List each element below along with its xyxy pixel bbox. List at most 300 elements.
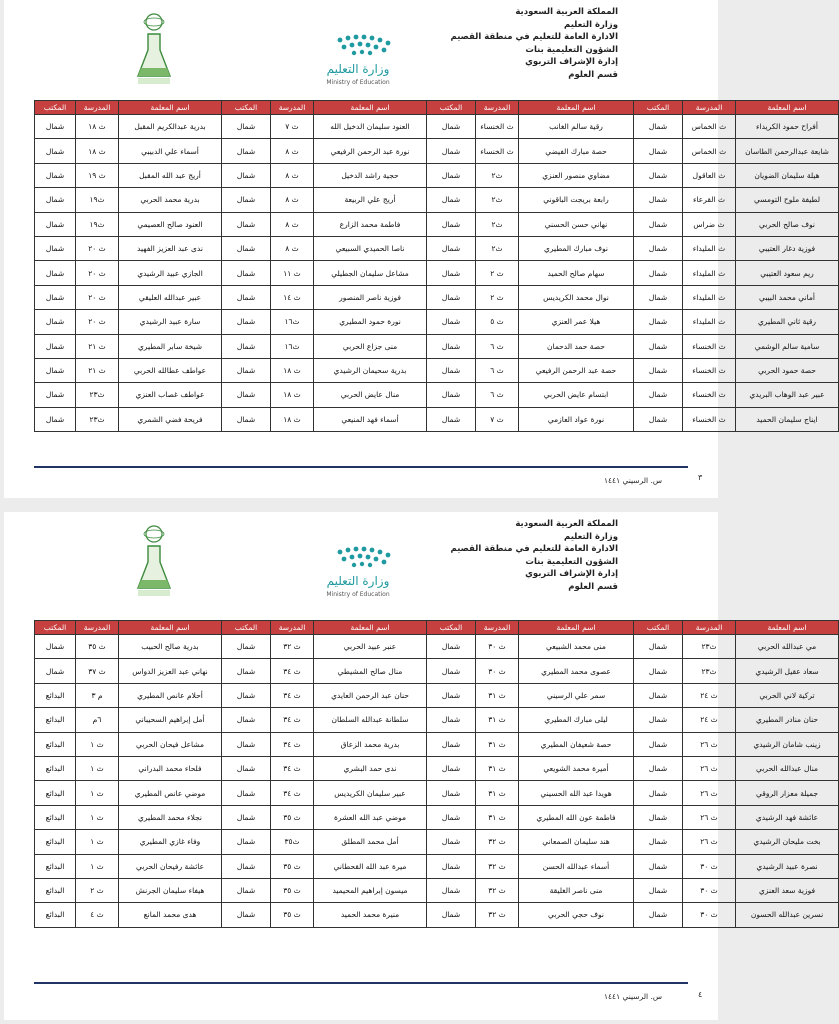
teacher-name-cell: فاطمة عون الله المطيري xyxy=(519,805,634,829)
office-cell: شمال xyxy=(427,163,476,187)
school-cell: ث ٥ xyxy=(476,310,519,334)
teacher-name-cell: العنود صالح العصيمي xyxy=(119,212,222,236)
table-row xyxy=(35,383,839,407)
column-header: المكتب xyxy=(427,621,476,635)
school-cell: ث ٢٠ xyxy=(76,261,119,285)
school-cell: ث ٢٦ xyxy=(683,756,736,780)
school-cell: ث ١ xyxy=(76,854,119,878)
office-cell: شمال xyxy=(427,635,476,659)
teacher-name-cell: سامية سالم الوشمي xyxy=(736,334,839,358)
office-cell: شمال xyxy=(427,732,476,756)
teacher-name-cell: منيرة محمد الحميد xyxy=(314,903,427,927)
column-header: اسم المعلمة xyxy=(119,621,222,635)
school-cell: ث ٣٢ xyxy=(271,635,314,659)
school-cell: ث ٦ xyxy=(476,334,519,358)
column-header: اسم المعلمة xyxy=(119,101,222,115)
school-cell: ث٢ xyxy=(476,212,519,236)
teacher-name-cell: عبير سليمان الكريديس xyxy=(314,781,427,805)
school-cell: ث الخنساء xyxy=(476,115,519,139)
teacher-name-cell: تركية لاني الحربي xyxy=(736,683,839,707)
school-cell: ث المليداء xyxy=(683,261,736,285)
teacher-name-cell: نوف مبارك المطيري xyxy=(519,236,634,260)
column-header: المدرسة xyxy=(683,621,736,635)
teacher-name-cell: فوزية دغار العتيبي xyxy=(736,236,839,260)
header-line: قسم العلوم xyxy=(568,581,618,592)
office-cell: شمال xyxy=(634,805,683,829)
school-cell: ث المليداء xyxy=(683,285,736,309)
school-cell: ث الخماس xyxy=(683,115,736,139)
teacher-name-cell: نسرين عبدالله الحسون xyxy=(736,903,839,927)
office-cell: شمال xyxy=(427,358,476,382)
table-row xyxy=(35,854,839,878)
office-cell: شمال xyxy=(222,115,271,139)
science-flask-emblem xyxy=(132,10,176,90)
school-cell: ث ٣٠ xyxy=(683,854,736,878)
school-cell: ث٢ xyxy=(476,188,519,212)
table-row xyxy=(35,236,839,260)
teacher-name-cell: أفراح حمود الكريداء xyxy=(736,115,839,139)
teacher-name-cell: مي عبدالله الحربي xyxy=(736,635,839,659)
office-cell: شمال xyxy=(634,285,683,309)
teacher-name-cell: نورة عبد الرحمن الرفيعي xyxy=(314,139,427,163)
school-cell: ث ٣٢ xyxy=(476,903,519,927)
column-header: المكتب xyxy=(35,621,76,635)
teacher-name-cell: وفاء غازي المطيري xyxy=(119,830,222,854)
school-cell: ث الخماس xyxy=(683,139,736,163)
office-cell: شمال xyxy=(35,261,76,285)
school-cell: ث ١٩ xyxy=(76,163,119,187)
school-cell: ث ١٨ xyxy=(76,139,119,163)
header-line: وزارة التعليم xyxy=(564,531,618,542)
teacher-name-cell: نهاني عبد العزيز الدواس xyxy=(119,659,222,683)
teacher-name-cell: ناصا الحميدي السبيعي xyxy=(314,236,427,260)
office-cell: شمال xyxy=(634,115,683,139)
teacher-name-cell: سلطانة عبدالله السلطان xyxy=(314,708,427,732)
office-cell: شمال xyxy=(427,310,476,334)
office-cell: شمال xyxy=(222,236,271,260)
school-cell: ث٢ xyxy=(476,163,519,187)
office-cell: شمال xyxy=(35,334,76,358)
teacher-name-cell: نهاني حسن الحسني xyxy=(519,212,634,236)
school-cell: ث ٣٤ xyxy=(271,781,314,805)
school-cell: ث الخنساء xyxy=(683,407,736,431)
office-cell: شمال xyxy=(634,878,683,902)
office-cell: شمال xyxy=(222,830,271,854)
school-cell: ث٣٥ xyxy=(271,830,314,854)
teacher-name-cell: فلحاء محمد البدراني xyxy=(119,756,222,780)
office-cell: شمال xyxy=(427,115,476,139)
column-header: المدرسة xyxy=(683,101,736,115)
science-flask-emblem xyxy=(132,522,176,602)
column-header: اسم المعلمة xyxy=(519,621,634,635)
teacher-name-cell: أريج علي الربيعة xyxy=(314,188,427,212)
teacher-name-cell: ابتسام عايض الحربي xyxy=(519,383,634,407)
school-cell: ث ١٨ xyxy=(271,383,314,407)
school-cell: ث ٣٠ xyxy=(683,878,736,902)
office-cell: شمال xyxy=(634,830,683,854)
column-header: المدرسة xyxy=(476,101,519,115)
office-cell: شمال xyxy=(222,139,271,163)
office-cell: شمال xyxy=(634,163,683,187)
teacher-name-cell: أمل محمد المطلق xyxy=(314,830,427,854)
teacher-name-cell: حجية راشد الدخيل xyxy=(314,163,427,187)
school-cell: ث ٣٥ xyxy=(76,635,119,659)
office-cell: شمال xyxy=(427,756,476,780)
document-page-3 xyxy=(4,0,829,498)
school-cell: ث ٣٥ xyxy=(271,878,314,902)
column-header: المكتب xyxy=(35,101,76,115)
teacher-name-cell: هويدا عبد الله الحسيني xyxy=(519,781,634,805)
page-number: ٣ xyxy=(698,473,703,482)
school-cell: ث٢٣ xyxy=(76,383,119,407)
teacher-name-cell: ميسون إبراهيم المحيميد xyxy=(314,878,427,902)
office-cell: شمال xyxy=(35,635,76,659)
office-cell: شمال xyxy=(427,878,476,902)
school-cell: ث ٢٠ xyxy=(76,236,119,260)
column-header: المدرسة xyxy=(271,101,314,115)
table-row xyxy=(35,878,839,902)
school-cell: ث ٢ xyxy=(76,878,119,902)
school-cell: ث ٣١ xyxy=(476,683,519,707)
table-row xyxy=(35,115,839,139)
column-header: اسم المعلمة xyxy=(736,101,839,115)
school-cell: ث ١ xyxy=(76,781,119,805)
office-cell: شمال xyxy=(222,383,271,407)
school-cell: ث ١٨ xyxy=(271,358,314,382)
column-header: المكتب xyxy=(634,101,683,115)
office-cell: شمال xyxy=(222,683,271,707)
teacher-name-cell: جميلة معزار الروقي xyxy=(736,781,839,805)
table-row xyxy=(35,285,839,309)
teacher-name-cell: حنان عبد الرحمن العايدي xyxy=(314,683,427,707)
office-cell: شمال xyxy=(222,854,271,878)
header-block xyxy=(451,6,618,82)
office-cell: شمال xyxy=(35,139,76,163)
office-cell: شمال xyxy=(427,139,476,163)
header-block xyxy=(451,518,618,594)
office-cell: شمال xyxy=(634,659,683,683)
table-row xyxy=(35,756,839,780)
school-cell: ث ٢٠ xyxy=(76,285,119,309)
header-line: الادارة العامة للتعليم في منطقة القصيم xyxy=(450,32,618,43)
teacher-name-cell: حصة مبارك الفيضي xyxy=(519,139,634,163)
teacher-name-cell: منى ناصر الغليقة xyxy=(519,878,634,902)
school-cell: ث القرعاء xyxy=(683,188,736,212)
column-header: المدرسة xyxy=(271,621,314,635)
school-cell: ث ٨ xyxy=(271,139,314,163)
teacher-name-cell: حصة عبد الرحمن الرفيعي xyxy=(519,358,634,382)
office-cell: شمال xyxy=(222,903,271,927)
office-cell: شمال xyxy=(222,805,271,829)
office-cell: شمال xyxy=(427,854,476,878)
teacher-name-cell: أميرة محمد الشويعي xyxy=(519,756,634,780)
teachers-table xyxy=(34,620,839,928)
school-cell: ث ٣١ xyxy=(476,756,519,780)
teacher-name-cell: هيلا عمر العنزي xyxy=(519,310,634,334)
office-cell: شمال xyxy=(35,115,76,139)
school-cell: ث ٢١ xyxy=(76,358,119,382)
column-header: المدرسة xyxy=(476,621,519,635)
table-row xyxy=(35,188,839,212)
school-cell: ث ١٨ xyxy=(76,115,119,139)
office-cell: شمال xyxy=(35,310,76,334)
office-cell: شمال xyxy=(222,163,271,187)
teacher-name-cell: بدرية محمد الزعاق xyxy=(314,732,427,756)
table-row xyxy=(35,261,839,285)
column-header: اسم المعلمة xyxy=(314,101,427,115)
table-row xyxy=(35,732,839,756)
office-cell: شمال xyxy=(634,383,683,407)
office-cell: شمال xyxy=(35,236,76,260)
school-cell: ث ٣٤ xyxy=(271,732,314,756)
office-cell: شمال xyxy=(634,635,683,659)
school-cell: ث الخنساء xyxy=(683,358,736,382)
school-cell: ث ٢ xyxy=(476,261,519,285)
teacher-name-cell: نصرة عبيد الرشيدي xyxy=(736,854,839,878)
office-cell: شمال xyxy=(222,285,271,309)
school-cell: ث الخنساء xyxy=(476,139,519,163)
school-cell: ث ٢٦ xyxy=(683,781,736,805)
office-cell: البدائع xyxy=(35,781,76,805)
school-cell: ث ٨ xyxy=(271,188,314,212)
table-row xyxy=(35,659,839,683)
school-cell: ث ١١ xyxy=(271,261,314,285)
school-cell: ث١٩ xyxy=(76,212,119,236)
school-cell: ث ١ xyxy=(76,732,119,756)
logo-english: Ministry of Education xyxy=(326,79,390,86)
teachers-table xyxy=(34,100,839,432)
header-line: الشؤون التعليمية بنات xyxy=(525,556,618,567)
ministry-logo xyxy=(304,26,412,92)
office-cell: شمال xyxy=(35,358,76,382)
office-cell: شمال xyxy=(222,756,271,780)
office-cell: شمال xyxy=(35,188,76,212)
school-cell: ث ٣٧ xyxy=(76,659,119,683)
office-cell: شمال xyxy=(222,781,271,805)
teacher-name-cell: نوال محمد الكريديس xyxy=(519,285,634,309)
teacher-name-cell: منى جزاع الحربي xyxy=(314,334,427,358)
office-cell: شمال xyxy=(35,407,76,431)
teacher-name-cell: ندى عبد العزيز الفهيد xyxy=(119,236,222,260)
header-line: الادارة العامة للتعليم في منطقة القصيم xyxy=(450,544,618,555)
logo-arabic: وزارة التعليم xyxy=(326,62,390,76)
teacher-name-cell: زينب شامان الرشيدي xyxy=(736,732,839,756)
teacher-name-cell: سارة عبيد الرشيدي xyxy=(119,310,222,334)
office-cell: شمال xyxy=(222,358,271,382)
school-cell: ث ضراس xyxy=(683,212,736,236)
school-cell: ث ٢١ xyxy=(76,334,119,358)
school-cell: ث ٣٤ xyxy=(271,659,314,683)
teacher-name-cell: أسماء عبدالله الحسن xyxy=(519,854,634,878)
school-cell: ث ٢٠ xyxy=(76,310,119,334)
teacher-name-cell: نوف حجي الحربي xyxy=(519,903,634,927)
header-line: إدارة الإشراف التربوي xyxy=(525,569,618,580)
teacher-name-cell: عصوى محمد المطيري xyxy=(519,659,634,683)
column-header: المكتب xyxy=(427,101,476,115)
office-cell: البدائع xyxy=(35,708,76,732)
teacher-name-cell: حنان منادر المطيري xyxy=(736,708,839,732)
document-page-4 xyxy=(4,512,824,1020)
office-cell: شمال xyxy=(634,188,683,212)
office-cell: شمال xyxy=(634,407,683,431)
table-row xyxy=(35,139,839,163)
office-cell: شمال xyxy=(634,854,683,878)
office-cell: البدائع xyxy=(35,683,76,707)
teacher-name-cell: فوزية ناصر المنصور xyxy=(314,285,427,309)
table-row xyxy=(35,212,839,236)
teacher-name-cell: ليلى مبارك المطيري xyxy=(519,708,634,732)
column-header: اسم المعلمة xyxy=(736,621,839,635)
school-cell: ث ٨ xyxy=(271,212,314,236)
office-cell: البدائع xyxy=(35,805,76,829)
office-cell: شمال xyxy=(35,212,76,236)
office-cell: شمال xyxy=(222,732,271,756)
teacher-name-cell: موضي عانص المطيري xyxy=(119,781,222,805)
school-cell: ث ١٤ xyxy=(271,285,314,309)
header-line: قسم العلوم xyxy=(568,69,618,80)
teacher-name-cell: رقية سالم الغانب xyxy=(519,115,634,139)
teacher-name-cell: أمل إبراهيم السحيباني xyxy=(119,708,222,732)
school-cell: ث ٤ xyxy=(76,903,119,927)
teacher-name-cell: حصة حمد الدحمان xyxy=(519,334,634,358)
school-cell: ث ٦ xyxy=(476,383,519,407)
office-cell: شمال xyxy=(634,236,683,260)
teacher-name-cell: هيفاء سليمان الجرنش xyxy=(119,878,222,902)
teacher-name-cell: بدرية صالح الحبيب xyxy=(119,635,222,659)
school-cell: ث١٩ xyxy=(76,188,119,212)
column-header: المكتب xyxy=(222,101,271,115)
office-cell: البدائع xyxy=(35,830,76,854)
office-cell: شمال xyxy=(222,310,271,334)
teacher-name-cell: سمر علي الرسيني xyxy=(519,683,634,707)
school-cell: ث ٢٤ xyxy=(683,708,736,732)
school-cell: ث ٣٠ xyxy=(683,903,736,927)
school-cell: ث٢٣ xyxy=(683,635,736,659)
school-cell: ث ٣٤ xyxy=(271,683,314,707)
school-cell: ث ٣١ xyxy=(476,732,519,756)
office-cell: شمال xyxy=(35,659,76,683)
teacher-name-cell: أماني محمد البيبي xyxy=(736,285,839,309)
column-header: المدرسة xyxy=(76,101,119,115)
office-cell: شمال xyxy=(222,708,271,732)
office-cell: شمال xyxy=(427,383,476,407)
teacher-name-cell: بخت مليحان الرشيدي xyxy=(736,830,839,854)
column-header: المكتب xyxy=(634,621,683,635)
header-line: الشؤون التعليمية بنات xyxy=(525,44,618,55)
teacher-name-cell: بدرية سحيمان الرشيدي xyxy=(314,358,427,382)
table-row xyxy=(35,708,839,732)
teacher-name-cell: نجلاء محمد المطيري xyxy=(119,805,222,829)
school-cell: ث٢ xyxy=(476,236,519,260)
teacher-name-cell: ريم سعود العتيبي xyxy=(736,261,839,285)
school-cell: ث١٦ xyxy=(271,310,314,334)
teacher-name-cell: مشاعل فيحان الحربي xyxy=(119,732,222,756)
table-row xyxy=(35,830,839,854)
office-cell: شمال xyxy=(427,708,476,732)
table-row xyxy=(35,903,839,927)
column-header: المكتب xyxy=(222,621,271,635)
table-row xyxy=(35,310,839,334)
school-cell: ث ٢٦ xyxy=(683,732,736,756)
school-cell: ث المليداء xyxy=(683,236,736,260)
teacher-name-cell: ندى حمد البشري xyxy=(314,756,427,780)
teacher-name-cell: نوف صالح الحربي xyxy=(736,212,839,236)
office-cell: شمال xyxy=(634,358,683,382)
school-cell: ث ٣٢ xyxy=(476,830,519,854)
school-cell: ث ٨ xyxy=(271,236,314,260)
school-cell: ث ٣١ xyxy=(476,805,519,829)
teacher-name-cell: عواطف عطالله الحربي xyxy=(119,358,222,382)
school-cell: ث ٣٥ xyxy=(271,805,314,829)
school-cell: ث ٣٢ xyxy=(476,878,519,902)
teacher-name-cell: سهام صالح الحميد xyxy=(519,261,634,285)
office-cell: شمال xyxy=(222,334,271,358)
school-cell: ث ٣٤ xyxy=(271,708,314,732)
teacher-name-cell: نورة عواد العازمي xyxy=(519,407,634,431)
school-cell: ث الخنساء xyxy=(683,334,736,358)
teacher-name-cell: شيخة سابر المطيري xyxy=(119,334,222,358)
office-cell: شمال xyxy=(427,236,476,260)
office-cell: شمال xyxy=(427,903,476,927)
office-cell: شمال xyxy=(427,261,476,285)
teacher-name-cell: حصة شعيفان المطيري xyxy=(519,732,634,756)
school-cell: ث٢٣ xyxy=(76,407,119,431)
office-cell: شمال xyxy=(222,659,271,683)
teacher-name-cell: فريحة فضي الشمري xyxy=(119,407,222,431)
office-cell: شمال xyxy=(427,683,476,707)
school-cell: ث ٦ xyxy=(476,358,519,382)
teacher-name-cell: عبير عبد الوهاب البريدي xyxy=(736,383,839,407)
teacher-name-cell: أسماء فهد المنيعي xyxy=(314,407,427,431)
logo-english: Ministry of Education xyxy=(326,591,390,598)
school-cell: ث ١٨ xyxy=(271,407,314,431)
teacher-name-cell: عائشة فهد الرشيدي xyxy=(736,805,839,829)
office-cell: البدائع xyxy=(35,756,76,780)
teacher-name-cell: حصة حمود الحربي xyxy=(736,358,839,382)
office-cell: شمال xyxy=(634,212,683,236)
office-cell: شمال xyxy=(35,383,76,407)
table-row xyxy=(35,635,839,659)
office-cell: شمال xyxy=(427,212,476,236)
office-cell: شمال xyxy=(634,334,683,358)
table-row xyxy=(35,805,839,829)
table-row xyxy=(35,334,839,358)
office-cell: شمال xyxy=(634,756,683,780)
teacher-name-cell: عنبر عبيد الحربي xyxy=(314,635,427,659)
teacher-name-cell: ايناج سليمان الحميد xyxy=(736,407,839,431)
teacher-name-cell: العنود سليمان الدخيل الله xyxy=(314,115,427,139)
table-row xyxy=(35,683,839,707)
column-header: اسم المعلمة xyxy=(314,621,427,635)
office-cell: البدائع xyxy=(35,732,76,756)
office-cell: شمال xyxy=(222,188,271,212)
teacher-name-cell: منال صالح المشيطي xyxy=(314,659,427,683)
footer-label: س. الرسيني ١٤٤١ xyxy=(604,992,663,1001)
school-cell: م ٣ xyxy=(76,683,119,707)
teacher-name-cell: هدى محمد المانع xyxy=(119,903,222,927)
school-cell: ث العاقول xyxy=(683,163,736,187)
teacher-name-cell: مضاوي منصور العنزي xyxy=(519,163,634,187)
office-cell: شمال xyxy=(634,310,683,334)
footer-line xyxy=(34,466,688,468)
office-cell: شمال xyxy=(634,708,683,732)
office-cell: شمال xyxy=(427,781,476,805)
office-cell: شمال xyxy=(634,683,683,707)
teacher-name-cell: رابعة بريجت الباقوني xyxy=(519,188,634,212)
school-cell: ث ٣١ xyxy=(476,781,519,805)
office-cell: شمال xyxy=(427,805,476,829)
school-cell: ث ١ xyxy=(76,756,119,780)
